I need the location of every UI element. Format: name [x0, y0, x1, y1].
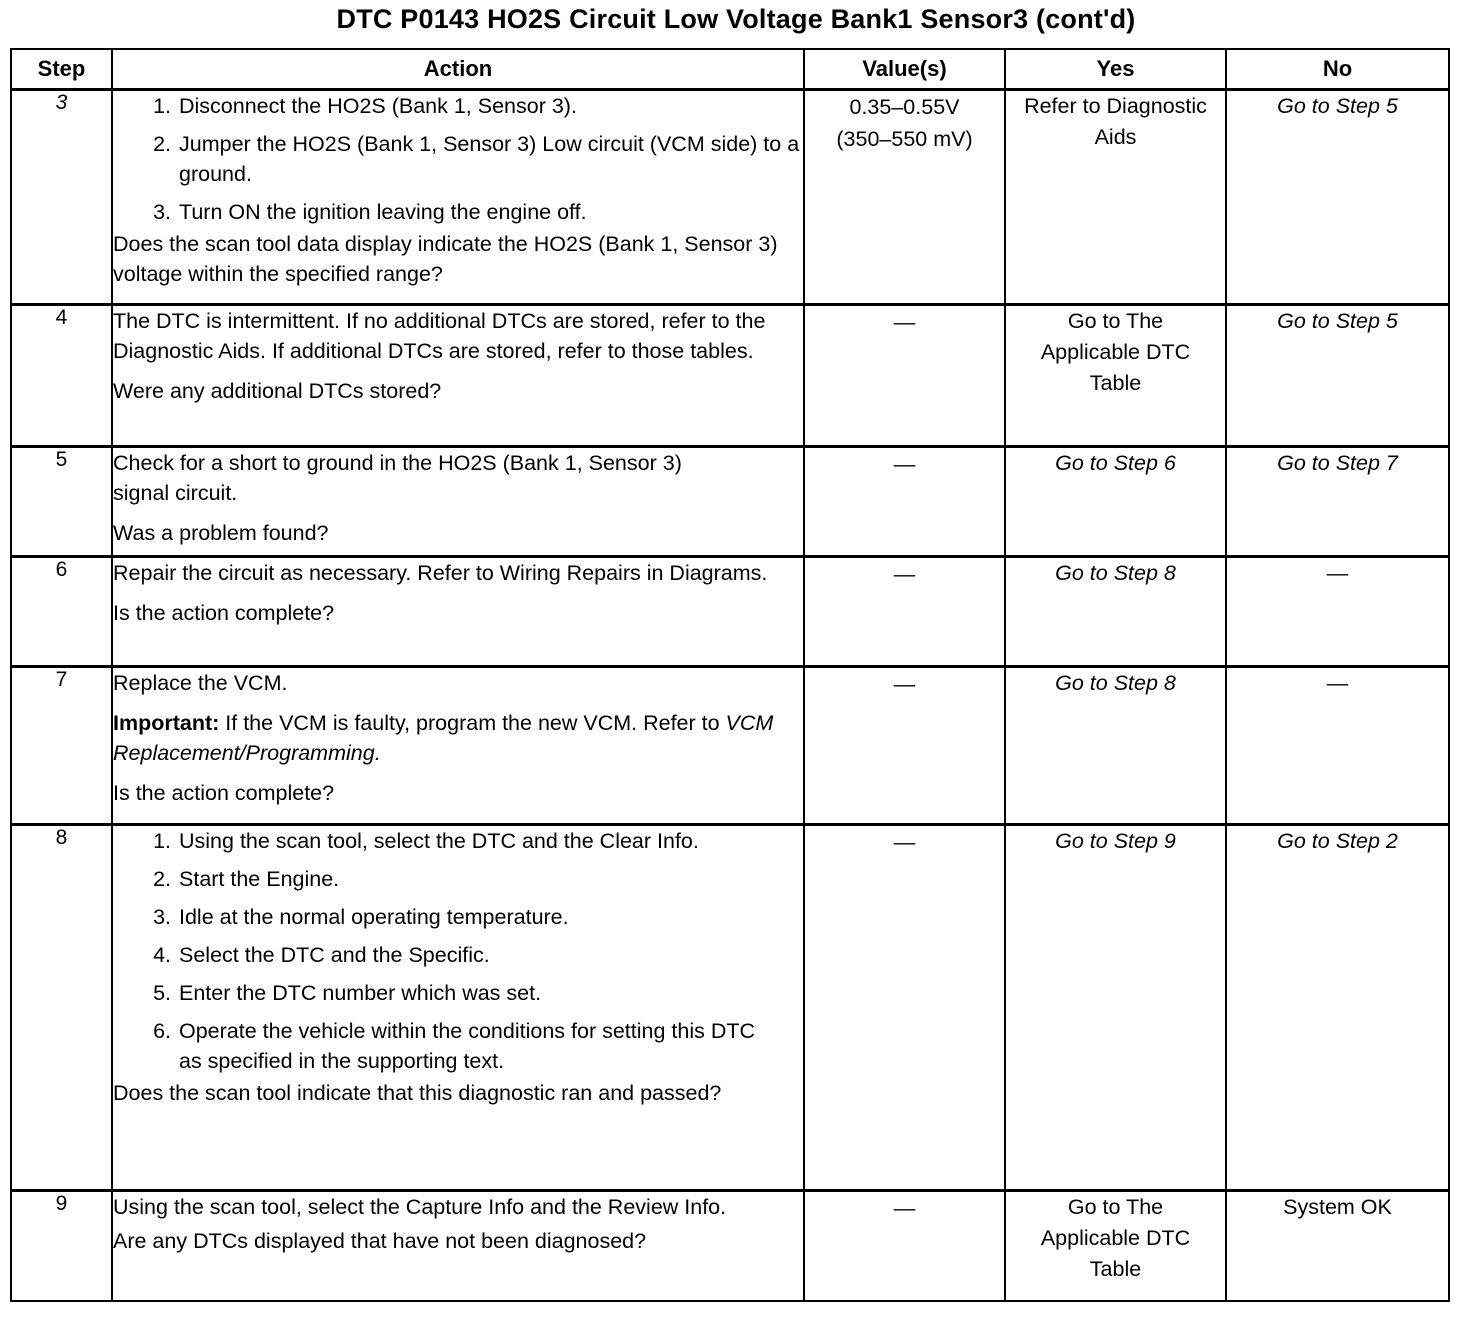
value-cell: —	[804, 825, 1005, 1191]
value-cell: —	[804, 667, 1005, 825]
step-number: 5	[11, 447, 112, 557]
value-millivolts: (350–550 mV)	[836, 127, 973, 151]
header-row	[11, 49, 1449, 90]
important-note	[113, 708, 803, 768]
no-cell: Go to Step 5	[1226, 305, 1449, 447]
step-number: 4	[11, 305, 112, 447]
list-item: 2. Jumper the HO2S (Bank 1, Sensor 3) Low circuit (VCM side) to a ground.	[153, 132, 800, 186]
no-cell: —	[1226, 557, 1449, 667]
important-label: Important:	[113, 711, 220, 735]
value-cell: —	[804, 447, 1005, 557]
important-reference: VCM Replacement/Programming.	[113, 711, 774, 765]
step-number: 9	[11, 1191, 112, 1301]
step-number: 7	[11, 667, 112, 825]
table-row	[11, 1191, 1449, 1301]
list-item: 1. Disconnect the HO2S (Bank 1, Sensor 3).	[153, 94, 577, 118]
list-item: 6. Operate the vehicle within the conditions for setting this DTC as specified in the supporting text.	[153, 1019, 756, 1073]
yes-cell: Go to Step 9	[1005, 825, 1226, 1191]
list-item: 4. Select the DTC and the Specific.	[153, 943, 490, 967]
table-row	[11, 305, 1449, 447]
table-row	[11, 667, 1449, 825]
yes-cell: Refer to Diagnostic Aids	[1005, 90, 1226, 305]
header-action: Action	[112, 49, 804, 90]
value-cell: —	[804, 557, 1005, 667]
yes-cell: Go to The Applicable DTC Table	[1005, 1191, 1226, 1301]
list-item: 5. Enter the DTC number which was set.	[153, 981, 542, 1005]
action-text: Using the scan tool, select the Capture Info and the Review Info.	[113, 1195, 727, 1219]
step-number: 3	[11, 90, 112, 305]
action-question: Are any DTCs displayed that have not been diagnosed?	[113, 1229, 647, 1253]
action-question: Were any additional DTCs stored?	[113, 379, 442, 403]
yes-cell: Go to The Applicable DTC Table	[1005, 305, 1226, 447]
yes-cell: Go to Step 8	[1005, 557, 1226, 667]
table-row	[11, 557, 1449, 667]
action-question: Is the action complete?	[113, 781, 335, 805]
no-cell: Go to Step 5	[1226, 90, 1449, 305]
action-cell	[112, 447, 804, 557]
header-no: No	[1226, 49, 1449, 90]
list-item: 3. Turn ON the ignition leaving the engine off.	[153, 200, 587, 224]
value-cell	[804, 90, 1005, 305]
yes-cell: Go to Step 6	[1005, 447, 1226, 557]
action-cell	[112, 825, 804, 1191]
action-cell	[112, 90, 804, 305]
action-cell	[112, 557, 804, 667]
list-item: 1. Using the scan tool, select the DTC and the Clear Info.	[153, 829, 699, 853]
header-yes: Yes	[1005, 49, 1226, 90]
yes-cell: Go to Step 8	[1005, 667, 1226, 825]
table-row	[11, 825, 1449, 1191]
list-item: 2. Start the Engine.	[153, 867, 340, 891]
no-cell: Go to Step 2	[1226, 825, 1449, 1191]
header-values: Value(s)	[804, 49, 1005, 90]
value-cell: —	[804, 1191, 1005, 1301]
header-step: Step	[11, 49, 112, 90]
action-question: Is the action complete?	[113, 601, 335, 625]
value-voltage: 0.35–0.55V	[849, 95, 960, 119]
no-cell: —	[1226, 667, 1449, 825]
diagnostic-table	[10, 48, 1450, 1302]
table-row	[11, 90, 1449, 305]
action-question: Was a problem found?	[113, 521, 329, 545]
page-title: DTC P0143 HO2S Circuit Low Voltage Bank1 Sensor3 (cont'd)	[336, 4, 1136, 34]
no-cell: System OK	[1226, 1191, 1449, 1301]
value-cell: —	[804, 305, 1005, 447]
list-item: 3. Idle at the normal operating temperature.	[153, 905, 569, 929]
action-cell	[112, 667, 804, 825]
action-steps-list	[113, 826, 803, 1076]
action-text: The DTC is intermittent. If no additional DTCs are stored, refer to the Diagnostic Aids. If additional DTCs are stored, refer to those tables.	[113, 309, 766, 363]
important-text: If the VCM is faulty, program the new VCM. Refer to	[225, 711, 720, 735]
table-row	[11, 447, 1449, 557]
action-text: Replace the VCM.	[113, 671, 288, 695]
action-cell	[112, 1191, 804, 1301]
action-steps-list	[113, 91, 803, 227]
action-text: Repair the circuit as necessary. Refer to Wiring Repairs in Diagrams.	[113, 561, 768, 585]
step-number: 8	[11, 825, 112, 1191]
action-question: Does the scan tool indicate that this diagnostic ran and passed?	[113, 1081, 722, 1105]
action-question: Does the scan tool data display indicate the HO2S (Bank 1, Sensor 3) voltage within the specified range?	[113, 232, 778, 286]
action-cell	[112, 305, 804, 447]
action-text: Check for a short to ground in the HO2S (Bank 1, Sensor 3) signal circuit.	[113, 451, 682, 505]
step-number: 6	[11, 557, 112, 667]
no-cell: Go to Step 7	[1226, 447, 1449, 557]
